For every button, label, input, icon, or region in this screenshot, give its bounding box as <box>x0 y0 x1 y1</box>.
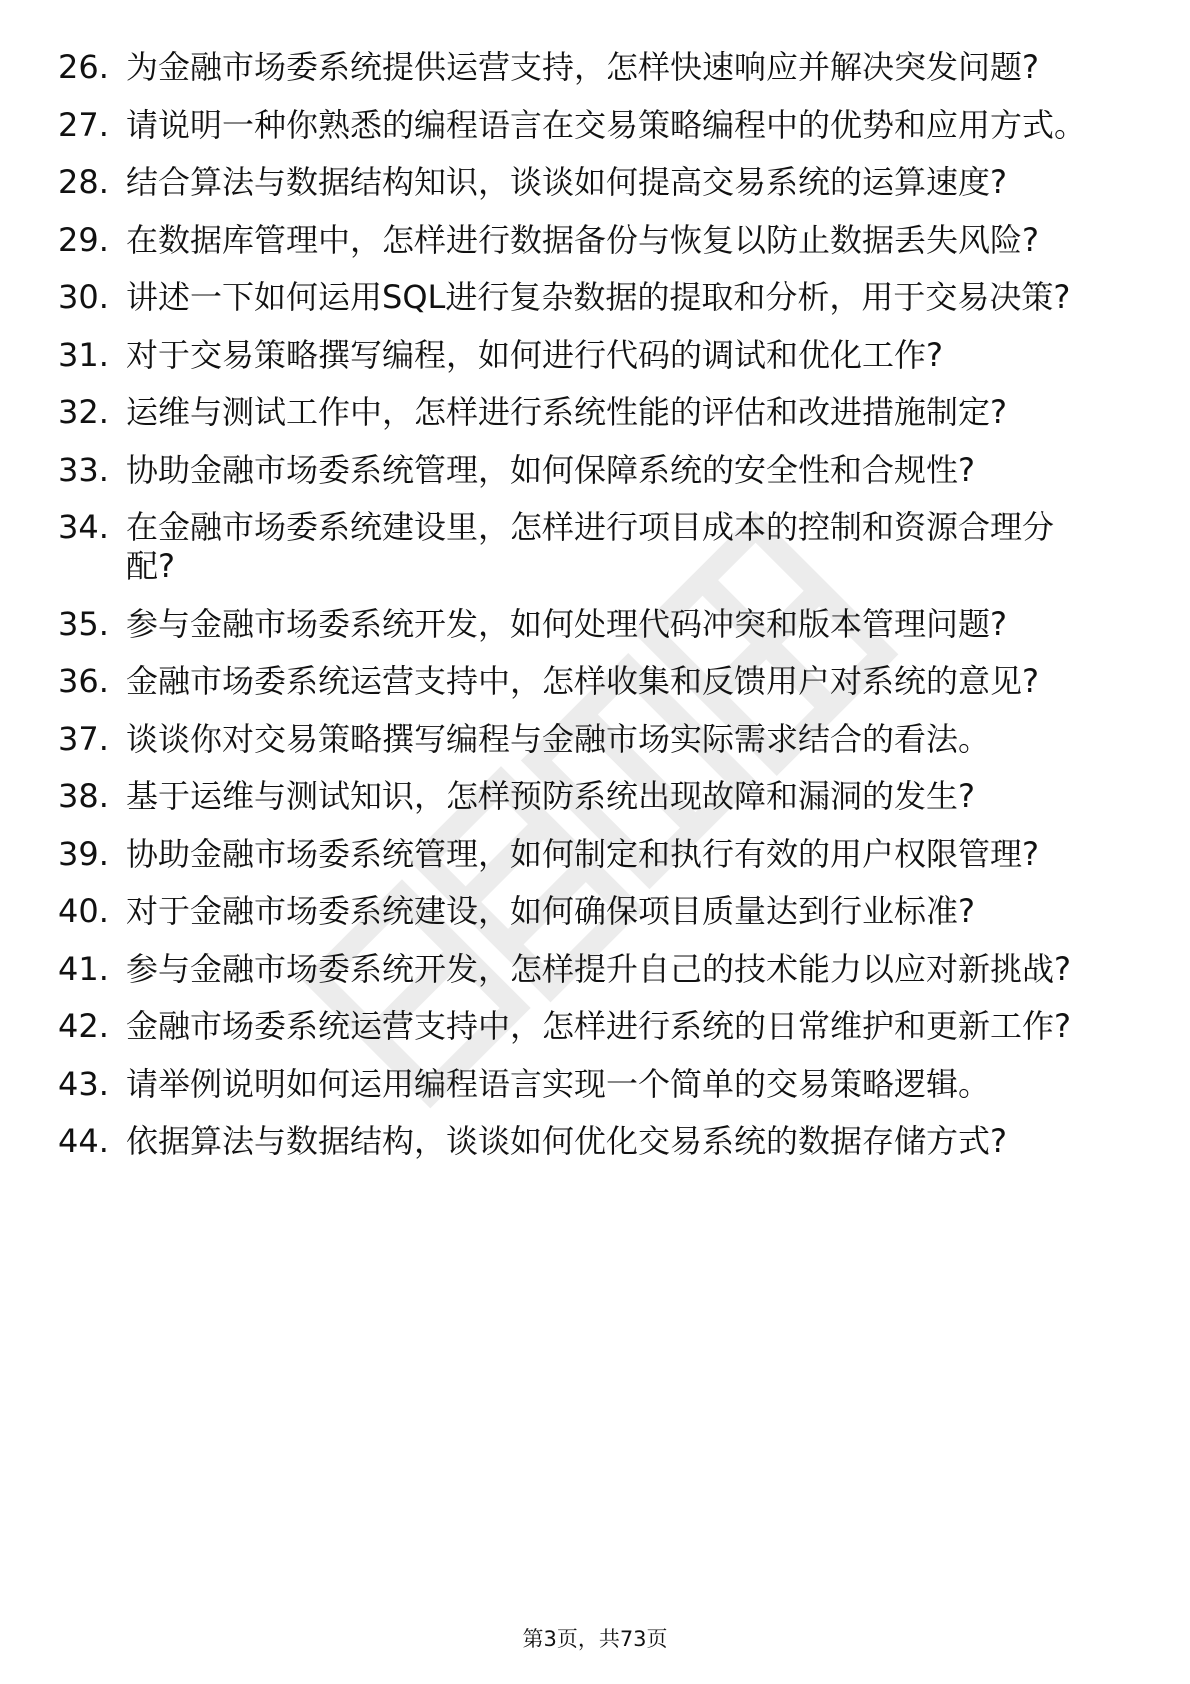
list-item <box>0 720 1190 759</box>
question-text: 运维与测试工作中，怎样进行系统性能的评估和改进措施制定? <box>126 393 1007 431</box>
question-number: 40. <box>58 892 109 930</box>
question-number: 30. <box>58 278 109 316</box>
question-number: 29. <box>58 220 109 259</box>
question-list <box>0 48 1190 1180</box>
question-text: 对于交易策略撰写编程，如何进行代码的调试和优化工作? <box>126 335 943 374</box>
question-number: 38. <box>58 777 109 815</box>
question-number: 43. <box>58 1064 109 1103</box>
list-item <box>0 508 1190 586</box>
list-item <box>0 221 1190 260</box>
list-item <box>0 451 1190 490</box>
question-text: 协助金融市场委系统管理，如何制定和执行有效的用户权限管理? <box>126 834 1039 873</box>
question-number: 41. <box>58 949 109 988</box>
list-item <box>0 777 1190 816</box>
question-text: 参与金融市场委系统开发，如何处理代码冲突和版本管理问题? <box>126 604 1007 643</box>
list-item <box>0 835 1190 874</box>
question-number: 34. <box>58 508 109 546</box>
list-item <box>0 48 1190 87</box>
question-text: 结合算法与数据结构知识，谈谈如何提高交易系统的运算速度? <box>126 163 1007 201</box>
list-item <box>0 1065 1190 1104</box>
question-text: 在金融市场委系统建设里，怎样进行项目成本的控制和资源合理分配? <box>126 508 1055 585</box>
question-text: 请说明一种你熟悉的编程语言在交易策略编程中的优势和应用方式。 <box>126 105 1087 144</box>
question-text: 为金融市场委系统提供运营支持，怎样快速响应并解决突发问题? <box>126 48 1039 86</box>
question-number: 32. <box>58 393 109 431</box>
question-number: 37. <box>58 719 109 758</box>
list-item <box>0 163 1190 202</box>
question-text: 谈谈你对交易策略撰写编程与金融市场实际需求结合的看法。 <box>126 719 991 758</box>
list-item <box>0 1122 1190 1161</box>
question-text: 金融市场委系统运营支持中，怎样收集和反馈用户对系统的意见? <box>126 662 1039 700</box>
question-text: 请举例说明如何运用编程语言实现一个简单的交易策略逻辑。 <box>126 1064 991 1103</box>
question-text: 参与金融市场委系统开发，怎样提升自己的技术能力以应对新挑战? <box>126 949 1071 988</box>
question-number: 42. <box>58 1007 109 1045</box>
page-footer: 第3页，共73页 <box>522 1627 668 1651</box>
question-text: 对于金融市场委系统建设，如何确保项目质量达到行业标准? <box>126 892 975 930</box>
list-item <box>0 1007 1190 1046</box>
list-item <box>0 950 1190 989</box>
question-number: 33. <box>58 450 109 489</box>
question-number: 28. <box>58 163 109 201</box>
question-number: 35. <box>58 604 109 643</box>
question-text: 金融市场委系统运营支持中，怎样进行系统的日常维护和更新工作? <box>126 1007 1071 1045</box>
list-item <box>0 605 1190 644</box>
list-item <box>0 278 1190 317</box>
question-text: 依据算法与数据结构，谈谈如何优化交易系统的数据存储方式? <box>126 1122 1007 1160</box>
question-number: 44. <box>58 1122 109 1160</box>
question-number: 39. <box>58 834 109 873</box>
question-text: 协助金融市场委系统管理，如何保障系统的安全性和合规性? <box>126 450 975 489</box>
list-item <box>0 393 1190 432</box>
list-item <box>0 892 1190 931</box>
question-number: 26. <box>58 48 109 86</box>
question-text: 讲述一下如何运用SQL进行复杂数据的提取和分析，用于交易决策? <box>126 278 1071 316</box>
question-text: 在数据库管理中，怎样进行数据备份与恢复以防止数据丢失风险? <box>126 220 1039 259</box>
list-item <box>0 106 1190 145</box>
question-text: 基于运维与测试知识，怎样预防系统出现故障和漏洞的发生? <box>126 777 975 815</box>
list-item <box>0 662 1190 701</box>
question-number: 31. <box>58 335 109 374</box>
question-number: 36. <box>58 662 109 700</box>
list-item <box>0 336 1190 375</box>
question-number: 27. <box>58 105 109 144</box>
